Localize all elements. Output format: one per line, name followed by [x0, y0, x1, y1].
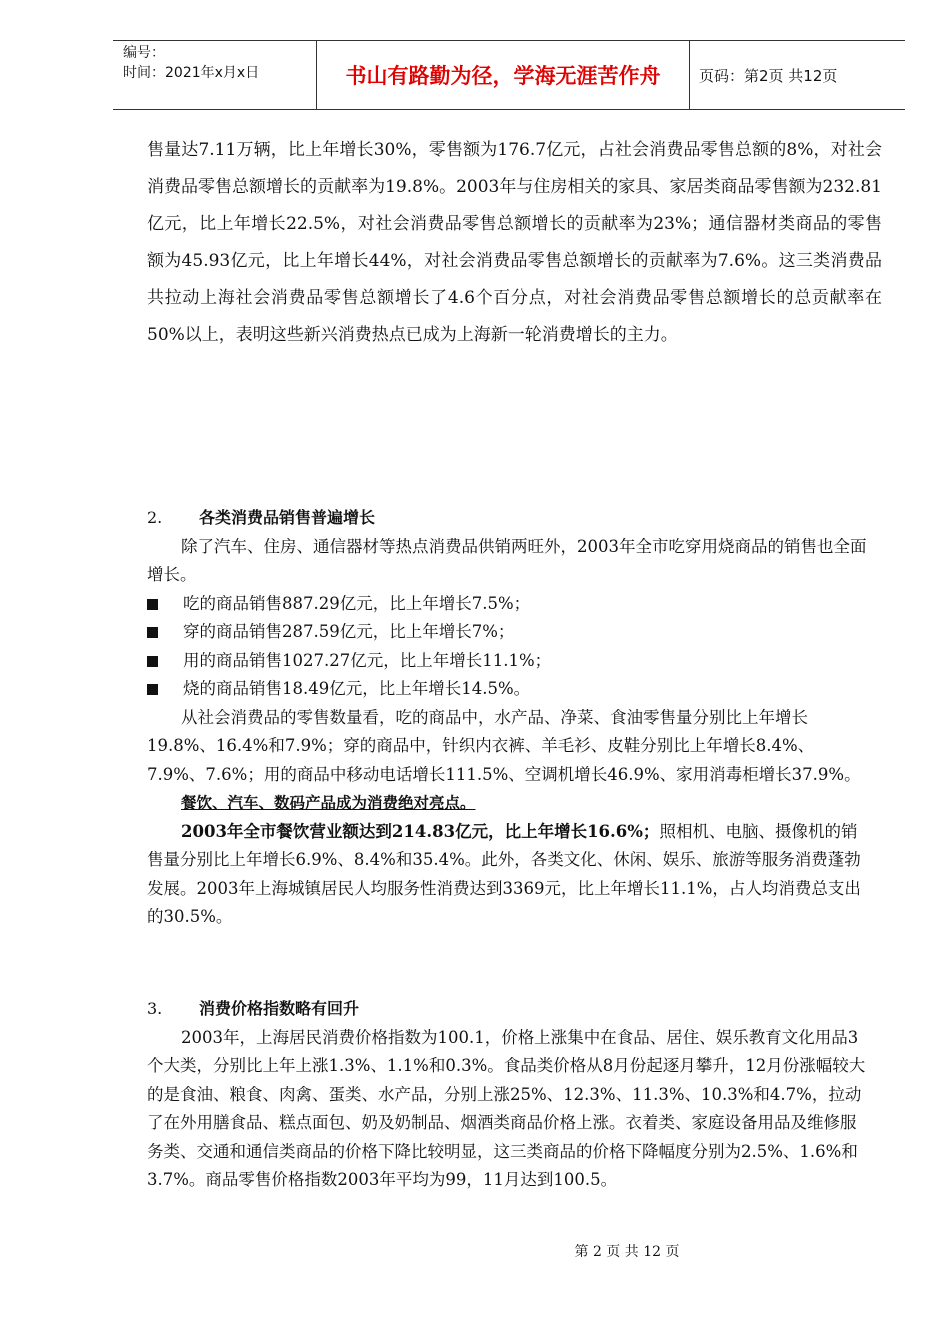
- section-3-title: 消费价格指数略有回升: [199, 999, 360, 1018]
- square-bullet-icon: [147, 599, 158, 610]
- section-2-number: 2.: [147, 508, 163, 527]
- section-2-paragraph-catering: [147, 818, 872, 932]
- section-2: [147, 504, 872, 932]
- code-label: 编号：: [123, 45, 165, 61]
- bullet-item: 烧的商品销售18.49亿元，比上年增长14.5%。: [147, 675, 872, 704]
- square-bullet-icon: [147, 627, 158, 638]
- section-3-number: 3.: [147, 999, 163, 1018]
- page-footer: [0, 1241, 950, 1261]
- header-meta: [113, 43, 316, 109]
- section-2-heading: [147, 504, 872, 533]
- footer-page-number: 第 2 页 共 12 页: [574, 1244, 680, 1260]
- section-2-title: 各类消费品销售普遍增长: [199, 508, 376, 527]
- section-3: [147, 995, 872, 1195]
- section-2-paragraph-quantity: 从社会消费品的零售数量看，吃的商品中，水产品、净菜、食油零售量分别比上年增长19.8%、16.4%和7.9%；穿的商品中，针织内衣裤、羊毛衫、皮鞋分别比上年增长8.4%、7.9%、7.6%；用的商品中移动电话增长111.5%、空调机增长46.9%、家用消毒柜增长37.9%。: [147, 707, 861, 784]
- header-motto: 书山有路勤为径，学海无涯苦作舟: [316, 41, 690, 109]
- square-bullet-icon: [147, 684, 158, 695]
- section-3-heading: [147, 995, 872, 1024]
- bullet-item: 穿的商品销售287.59亿元，比上年增长7%；: [147, 618, 872, 647]
- page-header: [113, 40, 905, 110]
- square-bullet-icon: [147, 656, 158, 667]
- paragraph-top: 售量达7.11万辆，比上年增长30%，零售额为176.7亿元，占社会消费品零售总额的8%，对社会消费品零售总额增长的贡献率为19.8%。2003年与住房相关的家具、家居类商品零售额为232.81亿元，比上年增长22.5%，对社会消费品零售总额增长的贡献率为23%；通信器材类商品的零售额为45.93亿元，比上年增长44%，对社会消费品零售总额增长的贡献率为7.6%。这三类消费品共拉动上海社会消费品零售总额增长了4.6个百分点，对社会消费品零售总额增长的总贡献率在50%以上，表明这些新兴消费热点已成为上海新一轮消费增长的主力。: [147, 140, 882, 345]
- section-3-paragraph: 2003年，上海居民消费价格指数为100.1，价格上涨集中在食品、居住、娱乐教育文化用品3个大类，分别比上年上涨1.3%、1.1%和0.3%。食品类价格从8月份起逐月攀升，12月份涨幅较大的是食油、粮食、肉禽、蛋类、水产品，分别上涨25%、12.3%、11.3%、10.3%和4.7%，拉动了在外用膳食品、糕点面包、奶及奶制品、烟酒类商品价格上涨。衣着类、家庭设备用品及维修服务类、交通和通信类商品的价格下降比较明显，这三类商品的价格下降幅度分别为2.5%、1.6%和3.7%。商品零售价格指数2003年平均为99，11月达到100.5。: [147, 1027, 866, 1189]
- bullet-item: 吃的商品销售887.29亿元，比上年增长7.5%；: [147, 590, 872, 619]
- catering-bold-text: 2003年全市餐饮营业额达到214.83亿元，比上年增长16.6%；: [181, 821, 660, 841]
- section-2-highlight: 餐饮、汽车、数码产品成为消费绝对亮点。: [181, 794, 476, 812]
- header-page-number: 页码：第2页 共12页: [699, 66, 838, 85]
- bullet-item: 用的商品销售1027.27亿元，比上年增长11.1%；: [147, 647, 872, 676]
- time-label: 时间：2021年x月x日: [123, 65, 260, 81]
- catering-rest-text: 照相机、电脑、摄像机的销售量分别比上年增长6.9%、8.4%和35.4%。此外，各类文化、休闲、娱乐、旅游等服务消费蓬勃发展。2003年上海城镇居民人均服务性消费达到3369元，比上年增长11.1%，占人均消费总支出的30.5%。: [147, 821, 861, 926]
- section-2-intro: 除了汽车、住房、通信器材等热点消费品供销两旺外，2003年全市吃穿用烧商品的销售也全面增长。: [147, 536, 867, 584]
